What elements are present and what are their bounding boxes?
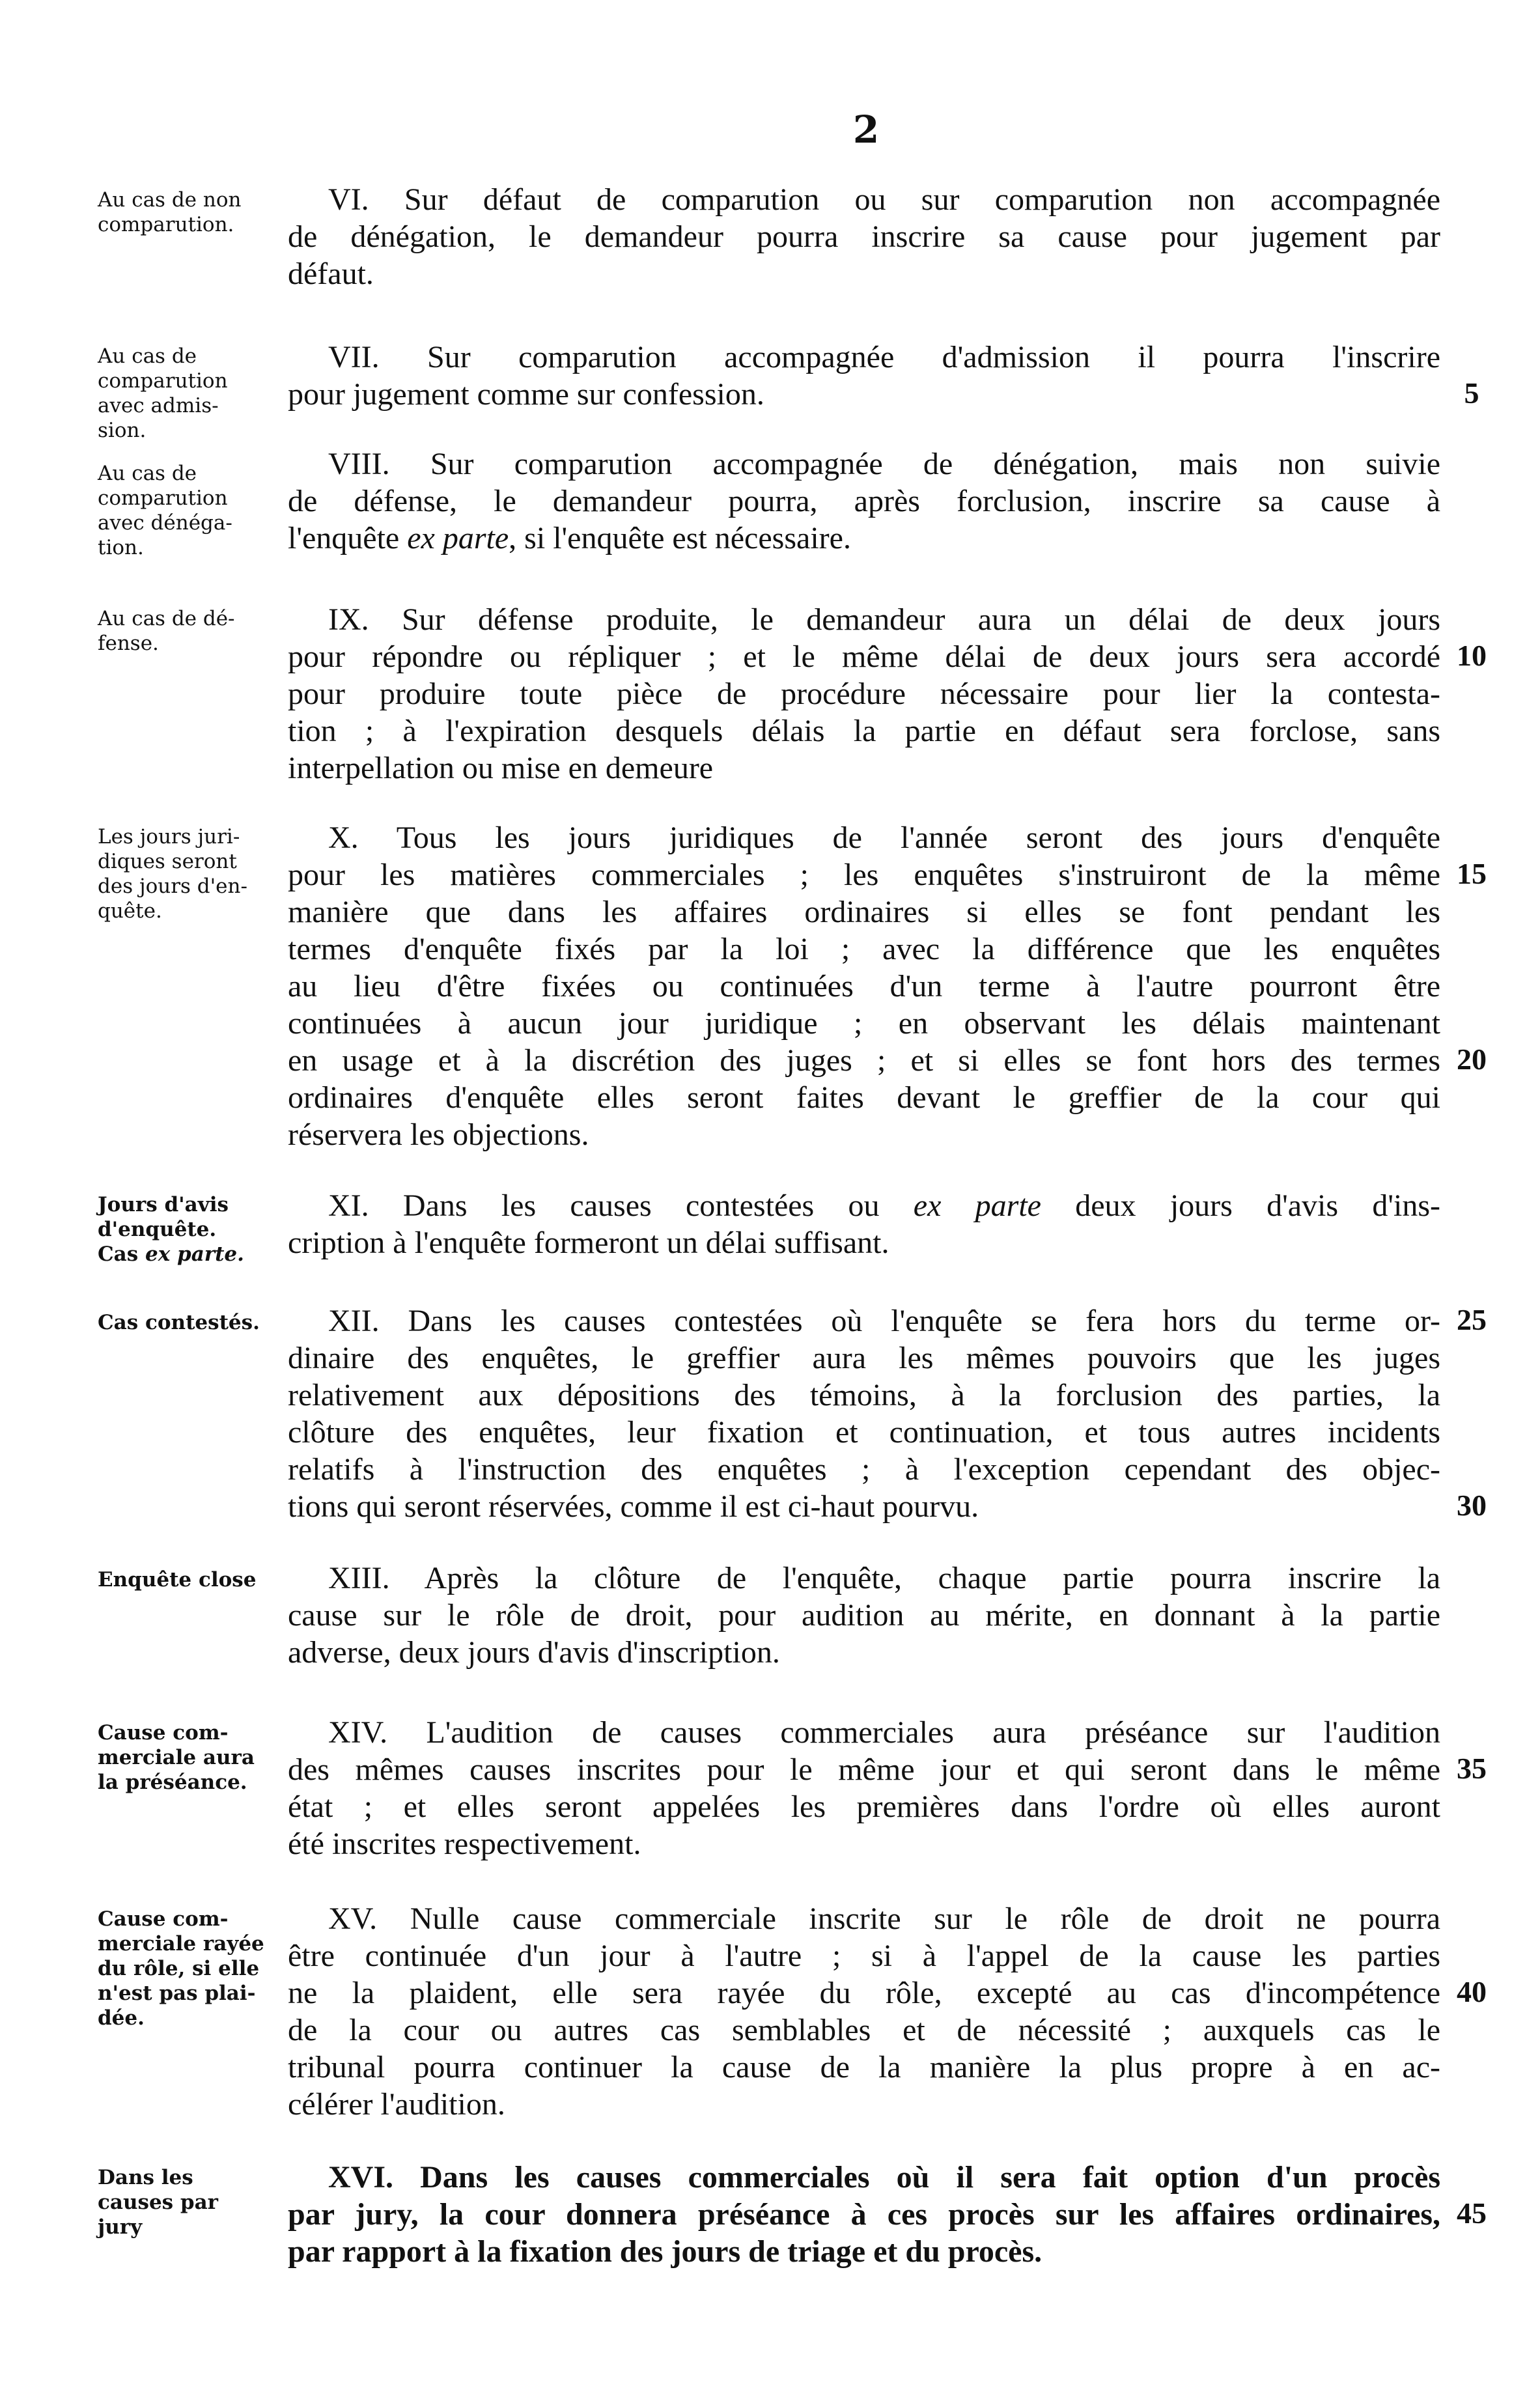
cas-ex-parte: Cas ex parte. — [98, 1242, 244, 1266]
ex-parte-line: XI. Dans les causes contestées ou ex parte deux jours d'avis d'ins- — [328, 1188, 1440, 1223]
line-number: 10 — [1457, 639, 1487, 672]
article-text: XIV. L'audition de causes commerciales aura préséance sur l'audition des mêmes causes inscrites pour le même jour et qui seront dans le même état ; et elles seront appelées les premières dans l'ordre où elles auront été inscrites respectivement. — [288, 1715, 1440, 1861]
article-text: XVI. Dans les causes commerciales où il sera fait option d'un procès par jury, la cour donnera préséance à ces procès sur les affaires ordinaires, par rapport à la fixation des jours de triage et du procès. — [288, 2160, 1440, 2269]
line-number: 20 — [1457, 1043, 1487, 1076]
article-text: XII. Dans les causes contestées où l'enquête se fera hors du terme or- dinaire des enquêtes, le greffier aura les mêmes pouvoirs que les juges relativement aux dépositions des témoins, à la forclusion des parties, la clôture des enquêtes, leur fixation et continuation, et tous autres incidents relatifs à l'instruction des enquêtes ; à l'exception cependant des objec- tions qui seront réservées, comme il est ci-haut pourvu. — [288, 1304, 1440, 1524]
margin-note: Les jours juri- diques seront des jours d'en- quête. — [98, 825, 247, 923]
article-text: VIII. Sur comparution accompagnée de dénégation, mais non suivie de défense, le demandeur pourra, après forclusion, inscrire sa cause à l'enquête ex parte, si l'enquête est nécessaire. — [288, 447, 1440, 555]
margin-note: Au cas de comparution avec dénéga- tion. — [98, 462, 232, 559]
article-text: X. Tous les jours juridiques de l'année seront des jours d'enquête pour les matières commerciales ; les enquêtes s'instruiront de la même manière que dans les affaires ordinaires si elles se font pendant les termes d'enquête fixés par la loi ; avec la différence que les enquêtes au lieu d'être fixées ou continuées d'un terme à l'autre pourront être continuées à aucun jour juridique ; en observant les délais maintenant en usage et à la discrétion des juges ; et si elles se font hors des termes ordinaires d'enquête elles seront faites devant le greffier de la cour qui réservera les objections. — [288, 821, 1440, 1152]
article-text: IX. Sur défense produite, le demandeur aura un délai de deux jours pour répondre ou répliquer ; et le même délai de deux jours sera accordé pour produire toute pièce de procédure nécessaire pour lier la contesta- tion ; à l'expiration desquels délais la partie en défaut sera forclose, sans interpellation ou mise en demeure — [288, 602, 1440, 785]
article-text: XIII. Après la clôture de l'enquête, chaque partie pourra inscrire la cause sur le rôle de droit, pour audition au mérite, en donnant à la partie adverse, deux jours d'avis d'inscription. — [288, 1561, 1440, 1670]
line-number: 45 — [1457, 2196, 1487, 2230]
margin-note: Cause com- merciale rayée du rôle, si elle n'est pas plai- dée. — [98, 1907, 264, 2030]
line-number: 35 — [1457, 1752, 1487, 1785]
article-text: XV. Nulle cause commerciale inscrite sur le rôle de droit ne pourra être continuée d'un jour à l'autre ; si à l'appel de la cause les parties ne la plaident, elle sera rayée du rôle, excepté au cas d'incompétence de la cour ou autres cas semblables et de nécessité ; auxquels cas le tribunal pourra continuer la cause de la manière la plus propre à en ac- célérer l'audition. — [288, 1901, 1440, 2122]
margin-note: Cas contestés. — [98, 1311, 260, 1334]
line-number: 30 — [1457, 1489, 1487, 1522]
margin-note: Enquête close — [98, 1568, 257, 1592]
article-text: XI. Dans les causes contestées ou ex parte deux jours d'avis d'ins- cription à l'enquête formeront un délai suffisant. — [288, 1188, 1440, 1260]
page-number: 2 — [852, 107, 880, 152]
ex-parte-line: l'enquête ex parte, si l'enquête est nécessaire. — [288, 521, 851, 555]
article-text: VII. Sur comparution accompagnée d'admission il pourra l'inscrire pour jugement comme sur confession. — [288, 340, 1440, 412]
line-number: 25 — [1457, 1303, 1487, 1336]
line-number: 5 — [1464, 376, 1479, 410]
line-number: 15 — [1457, 857, 1487, 890]
margin-note: Au cas de dé- fense. — [98, 607, 235, 655]
article-text: VI. Sur défaut de comparution ou sur comparution non accompagnée de dénégation, le demandeur pourra inscrire sa cause pour jugement par défaut. — [288, 182, 1440, 291]
margin-note: Au cas de comparution avec admis- sion. — [98, 344, 228, 442]
margin-note: Cause com- merciale aura la préséance. — [98, 1721, 255, 1794]
margin-note: Jours d'avis d'enquête. Cas ex parte. — [98, 1192, 290, 1267]
line-number: 40 — [1457, 1975, 1487, 2008]
margin-note: Dans les causes par jury — [98, 2166, 219, 2239]
margin-note: Au cas de non comparution. — [98, 188, 242, 236]
